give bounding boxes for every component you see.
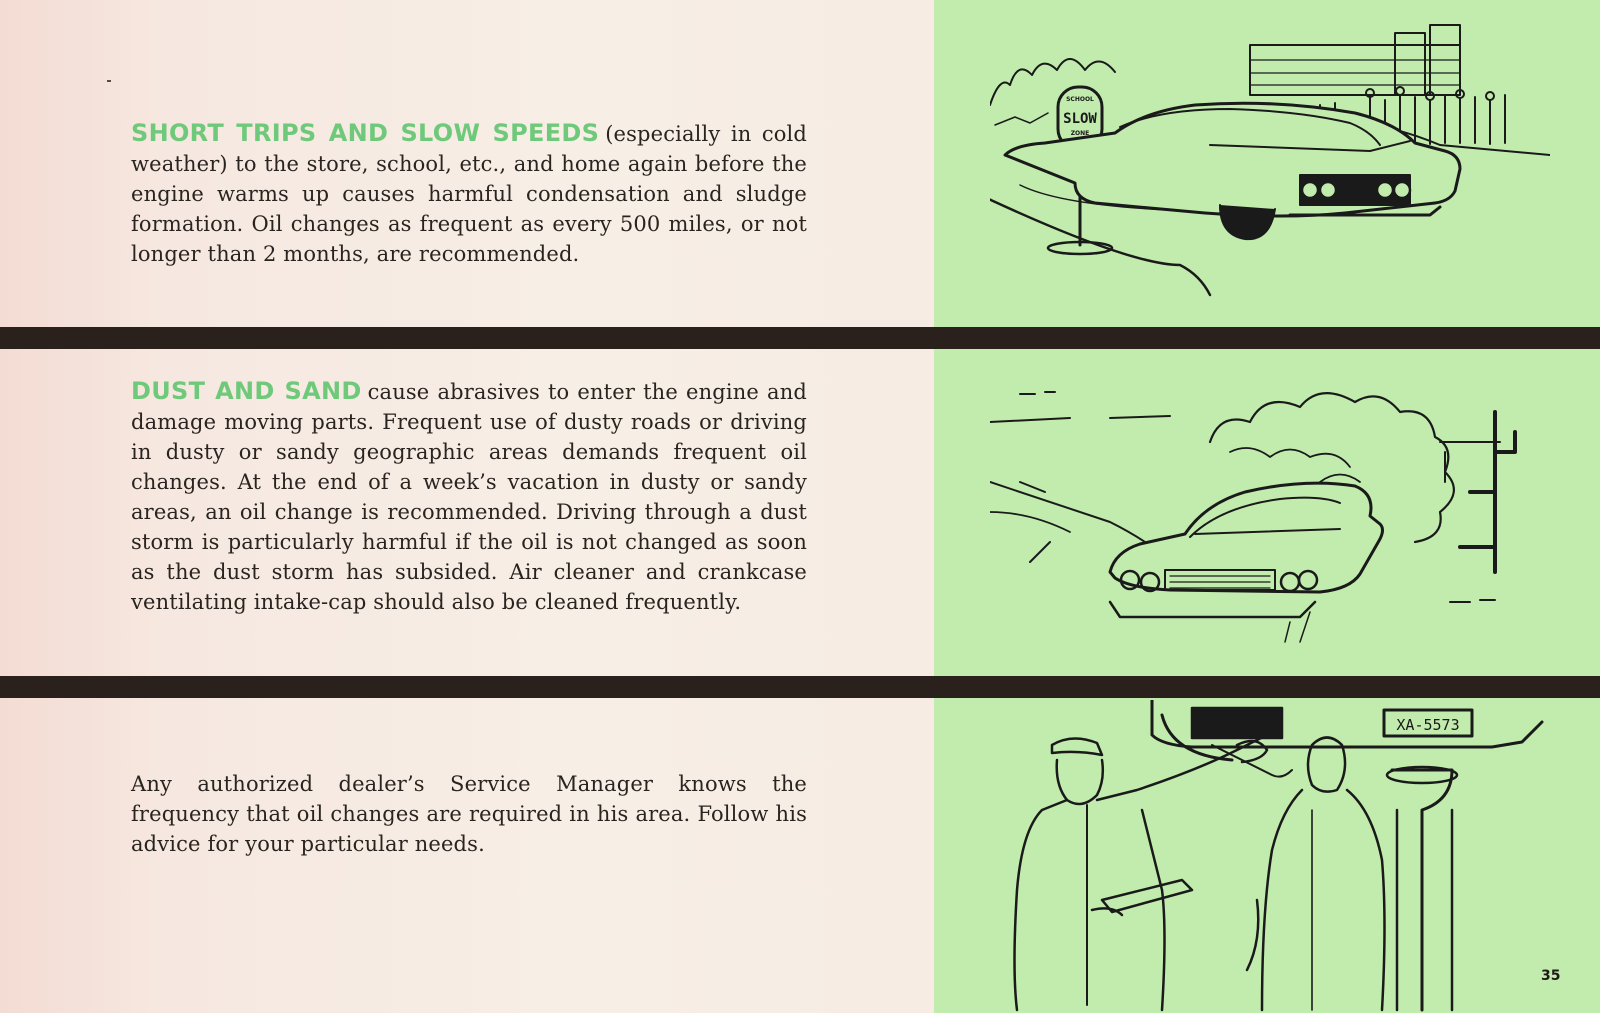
section-body: (especially in cold weather) to the store, school, etc., and home again before the engine warms up causes harmful condensation and sludge formation. Oil changes as frequent as every 500 miles, or not longer than 2 months, are recommended.	[131, 122, 807, 266]
sign-top-text: SCHOOL	[1066, 96, 1094, 103]
section-body: Any authorized dealer’s Service Manager knows the frequency that oil changes are required in his area. Follow his advice for your particular needs.	[131, 772, 807, 856]
section-heading: DUST AND SAND	[131, 377, 362, 405]
page-mark	[107, 80, 111, 82]
section-dust-and-sand	[131, 376, 807, 617]
section-short-trips	[131, 118, 807, 269]
school-zone-car-illustration	[990, 5, 1550, 305]
section-service-manager	[131, 769, 807, 859]
section-divider	[0, 676, 1600, 698]
section-divider	[0, 327, 1600, 349]
section-body: cause abrasives to enter the engine and damage moving parts. Frequent use of dusty roads or driving in dusty or sandy geographic areas demands frequent oil changes. At the end of a week’s vacation in dusty or sandy areas, an oil change is recommended. Driving through a dust storm is particularly harmful if the oil is not changed as soon as the dust storm has subsided. Air cleaner and crankcase ventilating intake-cap should also be cleaned frequently.	[131, 380, 807, 614]
sign-slow-text: SLOW	[1063, 111, 1097, 127]
page-number: 35	[1541, 968, 1561, 984]
service-manager-illustration	[1012, 700, 1572, 1013]
license-plate-text: XA-5573	[1396, 716, 1460, 734]
dusty-road-car-illustration	[990, 372, 1550, 652]
section-heading: SHORT TRIPS AND SLOW SPEEDS	[131, 119, 600, 147]
sign-bottom-text: ZONE	[1070, 130, 1090, 137]
